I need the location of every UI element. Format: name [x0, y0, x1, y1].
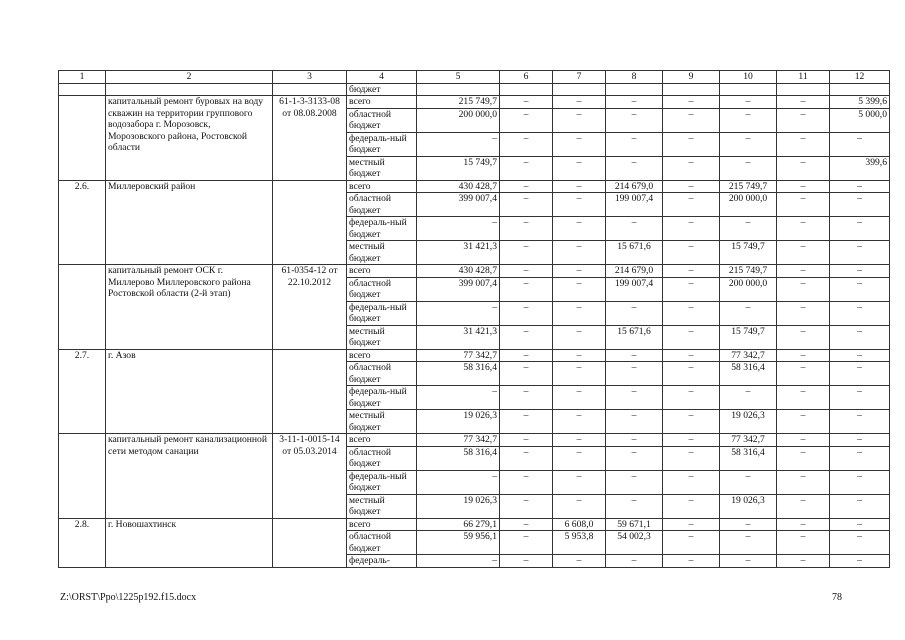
amount-cell: – — [663, 217, 720, 241]
amount-cell: – — [500, 108, 553, 132]
amount-cell: – — [553, 132, 606, 156]
amount-cell: – — [777, 555, 830, 568]
amount-cell: 54 002,3 — [606, 531, 663, 555]
amount-cell: – — [830, 434, 890, 447]
table-row — [59, 349, 890, 362]
amount-cell: – — [663, 531, 720, 555]
amount-cell: – — [830, 217, 890, 241]
amount-cell: – — [777, 96, 830, 109]
column-header: 6 — [500, 71, 553, 84]
amount-cell: – — [830, 301, 890, 325]
expertise-code-cell: 61-0354-12 от 22.10.2012 — [273, 265, 347, 350]
amount-cell: 77 342,7 — [417, 349, 500, 362]
funding-source-cell: местный бюджет — [347, 156, 417, 180]
amount-cell: – — [720, 132, 777, 156]
amount-cell: – — [500, 470, 553, 494]
amount-cell: – — [553, 470, 606, 494]
empty-cell — [830, 83, 890, 96]
amount-cell: – — [777, 241, 830, 265]
amount-cell: – — [663, 555, 720, 568]
amount-cell: – — [830, 362, 890, 386]
amount-cell: 200 000,0 — [720, 277, 777, 301]
amount-cell: – — [777, 446, 830, 470]
empty-cell — [553, 83, 606, 96]
amount-cell: – — [777, 531, 830, 555]
funding-source-cell: федераль-ный бюджет — [347, 132, 417, 156]
amount-cell: – — [606, 470, 663, 494]
amount-cell: – — [606, 410, 663, 434]
amount-cell: – — [830, 241, 890, 265]
table-row — [59, 265, 890, 278]
amount-cell: – — [606, 434, 663, 447]
amount-cell: – — [606, 349, 663, 362]
empty-cell — [606, 83, 663, 96]
funding-source-cell: всего — [347, 349, 417, 362]
amount-cell: – — [606, 217, 663, 241]
amount-cell: – — [663, 301, 720, 325]
amount-cell: – — [777, 108, 830, 132]
amount-cell: – — [777, 349, 830, 362]
amount-cell: – — [830, 193, 890, 217]
empty-cell — [663, 83, 720, 96]
amount-cell: 58 316,4 — [417, 362, 500, 386]
table-row — [59, 96, 890, 109]
amount-cell: – — [500, 386, 553, 410]
footer-file-path: Z:\ORST\Ppo\1225p192.f15.docx — [60, 592, 197, 603]
amount-cell: – — [553, 349, 606, 362]
funding-source-cell: местный бюджет — [347, 410, 417, 434]
page-number: 78 — [832, 592, 842, 603]
amount-cell: – — [777, 180, 830, 193]
amount-cell: 215 749,7 — [417, 96, 500, 109]
amount-cell: 199 007,4 — [606, 193, 663, 217]
amount-cell: – — [830, 325, 890, 349]
item-number-cell: 2.6. — [59, 180, 106, 265]
amount-cell: – — [663, 193, 720, 217]
amount-cell: 77 342,7 — [720, 349, 777, 362]
item-name-cell: капитальный ремонт ОСК г. Миллерово Миллеровского района Ростовской области (2-й этап) — [106, 265, 273, 350]
amount-cell: – — [500, 349, 553, 362]
amount-cell: – — [663, 265, 720, 278]
amount-cell: – — [417, 217, 500, 241]
amount-cell: – — [663, 386, 720, 410]
amount-cell: – — [553, 410, 606, 434]
funding-source-cell: федераль-ный бюджет — [347, 217, 417, 241]
amount-cell: – — [830, 518, 890, 531]
amount-cell: – — [663, 470, 720, 494]
amount-cell: – — [500, 217, 553, 241]
amount-cell: – — [830, 132, 890, 156]
amount-cell: 399 007,4 — [417, 193, 500, 217]
amount-cell: – — [553, 362, 606, 386]
amount-cell: – — [500, 132, 553, 156]
funding-source-cell: федераль-ный бюджет — [347, 386, 417, 410]
amount-cell: – — [500, 446, 553, 470]
amount-cell: – — [500, 410, 553, 434]
amount-cell: – — [553, 193, 606, 217]
amount-cell: – — [777, 362, 830, 386]
column-header: 1 — [59, 71, 106, 84]
amount-cell: – — [553, 555, 606, 568]
amount-cell: – — [720, 108, 777, 132]
amount-cell: 31 421,3 — [417, 241, 500, 265]
amount-cell: – — [553, 301, 606, 325]
amount-cell: 59 956,1 — [417, 531, 500, 555]
amount-cell: – — [830, 410, 890, 434]
amount-cell: – — [606, 446, 663, 470]
amount-cell: – — [663, 132, 720, 156]
empty-cell — [417, 83, 500, 96]
funding-source-cell: местный бюджет — [347, 494, 417, 518]
column-header: 12 — [830, 71, 890, 84]
amount-cell: – — [663, 349, 720, 362]
amount-cell: – — [500, 555, 553, 568]
amount-cell: – — [777, 156, 830, 180]
amount-cell: – — [500, 156, 553, 180]
funding-source-cell: всего — [347, 96, 417, 109]
empty-cell — [720, 83, 777, 96]
amount-cell: – — [417, 470, 500, 494]
amount-cell: – — [553, 265, 606, 278]
amount-cell: – — [830, 446, 890, 470]
item-number-cell: 2.8. — [59, 518, 106, 567]
table-row — [59, 518, 890, 531]
item-name-cell: г. Новошахтинск — [106, 518, 273, 567]
amount-cell: 19 026,3 — [720, 410, 777, 434]
amount-cell: – — [606, 494, 663, 518]
item-name-cell: капитальный ремонт канализационной сети методом санации — [106, 434, 273, 519]
column-header: 11 — [777, 71, 830, 84]
amount-cell: – — [663, 434, 720, 447]
amount-cell: – — [777, 265, 830, 278]
amount-cell: 31 421,3 — [417, 325, 500, 349]
amount-cell: 199 007,4 — [606, 277, 663, 301]
amount-cell: – — [553, 241, 606, 265]
funding-source-cell: всего — [347, 518, 417, 531]
expertise-code-cell — [273, 518, 347, 567]
amount-cell: – — [553, 386, 606, 410]
amount-cell: – — [553, 277, 606, 301]
amount-cell: – — [553, 446, 606, 470]
funding-source-cell: областной бюджет — [347, 362, 417, 386]
amount-cell: – — [830, 470, 890, 494]
funding-source-cell: бюджет — [347, 83, 417, 96]
amount-cell: 19 026,3 — [417, 494, 500, 518]
budget-table — [58, 70, 890, 568]
item-number-cell: 2.7. — [59, 349, 106, 434]
amount-cell: 6 608,0 — [553, 518, 606, 531]
amount-cell: – — [500, 434, 553, 447]
amount-cell: – — [777, 193, 830, 217]
amount-cell: – — [777, 217, 830, 241]
amount-cell: – — [663, 325, 720, 349]
amount-cell: – — [553, 217, 606, 241]
amount-cell: 15 749,7 — [417, 156, 500, 180]
funding-source-cell: федераль-ный бюджет — [347, 301, 417, 325]
amount-cell: – — [606, 386, 663, 410]
item-number-cell — [59, 265, 106, 350]
amount-cell: – — [830, 180, 890, 193]
amount-cell: – — [606, 108, 663, 132]
amount-cell: – — [663, 518, 720, 531]
item-number-cell — [59, 96, 106, 181]
expertise-code-cell — [273, 349, 347, 434]
amount-cell: – — [553, 180, 606, 193]
funding-source-cell: всего — [347, 434, 417, 447]
amount-cell: – — [500, 518, 553, 531]
header-row — [59, 71, 890, 84]
item-number-cell — [59, 434, 106, 519]
amount-cell: – — [777, 410, 830, 434]
amount-cell: – — [720, 518, 777, 531]
amount-cell: – — [663, 108, 720, 132]
amount-cell: – — [500, 362, 553, 386]
amount-cell: 66 279,1 — [417, 518, 500, 531]
amount-cell: 215 749,7 — [720, 265, 777, 278]
amount-cell: 5 953,8 — [553, 531, 606, 555]
amount-cell: – — [417, 386, 500, 410]
amount-cell: – — [830, 386, 890, 410]
empty-cell — [106, 83, 273, 96]
amount-cell: 15 749,7 — [720, 325, 777, 349]
amount-cell: – — [720, 386, 777, 410]
amount-cell: – — [777, 434, 830, 447]
amount-cell: – — [606, 555, 663, 568]
amount-cell: 15 671,6 — [606, 241, 663, 265]
amount-cell: – — [417, 555, 500, 568]
amount-cell: – — [417, 132, 500, 156]
item-name-cell: г. Азов — [106, 349, 273, 434]
amount-cell: – — [553, 156, 606, 180]
column-header: 7 — [553, 71, 606, 84]
amount-cell: – — [720, 156, 777, 180]
funding-source-cell: местный бюджет — [347, 241, 417, 265]
table-header — [59, 71, 890, 84]
column-header: 4 — [347, 71, 417, 84]
amount-cell: – — [777, 132, 830, 156]
amount-cell: 19 026,3 — [720, 494, 777, 518]
amount-cell: – — [663, 410, 720, 434]
amount-cell: – — [500, 241, 553, 265]
amount-cell: – — [830, 494, 890, 518]
amount-cell: – — [553, 108, 606, 132]
amount-cell: – — [500, 180, 553, 193]
amount-cell: – — [777, 494, 830, 518]
table-body — [59, 83, 890, 567]
expertise-code-cell — [273, 180, 347, 265]
funding-source-cell: местный бюджет — [347, 325, 417, 349]
amount-cell: – — [553, 494, 606, 518]
amount-cell: 58 316,4 — [720, 362, 777, 386]
funding-source-cell: областной бюджет — [347, 446, 417, 470]
amount-cell: – — [663, 156, 720, 180]
amount-cell: – — [606, 362, 663, 386]
amount-cell: 200 000,0 — [720, 193, 777, 217]
amount-cell: 15 749,7 — [720, 241, 777, 265]
amount-cell: – — [606, 156, 663, 180]
empty-cell — [273, 83, 347, 96]
amount-cell: – — [500, 193, 553, 217]
funding-source-cell: федераль- — [347, 555, 417, 568]
amount-cell: – — [720, 470, 777, 494]
empty-cell — [777, 83, 830, 96]
empty-cell — [59, 83, 106, 96]
amount-cell: 200 000,0 — [417, 108, 500, 132]
amount-cell: 399 007,4 — [417, 277, 500, 301]
amount-cell: – — [417, 301, 500, 325]
amount-cell: – — [500, 301, 553, 325]
expertise-code-cell: 61-1-3-3133-08 от 08.08.2008 — [273, 96, 347, 181]
amount-cell: – — [777, 277, 830, 301]
column-header: 8 — [606, 71, 663, 84]
amount-cell: – — [553, 434, 606, 447]
amount-cell: – — [777, 386, 830, 410]
amount-cell: – — [500, 531, 553, 555]
amount-cell: – — [500, 494, 553, 518]
funding-source-cell: областной бюджет — [347, 531, 417, 555]
column-header: 2 — [106, 71, 273, 84]
amount-cell: 430 428,7 — [417, 180, 500, 193]
amount-cell: 58 316,4 — [720, 446, 777, 470]
amount-cell: – — [663, 446, 720, 470]
amount-cell: 19 026,3 — [417, 410, 500, 434]
amount-cell: 214 679,0 — [606, 180, 663, 193]
item-name-cell: Миллеровский район — [106, 180, 273, 265]
amount-cell: – — [606, 301, 663, 325]
amount-cell: 215 749,7 — [720, 180, 777, 193]
column-header: 9 — [663, 71, 720, 84]
amount-cell: – — [663, 494, 720, 518]
table-row — [59, 83, 890, 96]
amount-cell: 77 342,7 — [417, 434, 500, 447]
amount-cell: 5 000,0 — [830, 108, 890, 132]
amount-cell: – — [720, 96, 777, 109]
funding-source-cell: областной бюджет — [347, 277, 417, 301]
amount-cell: – — [830, 265, 890, 278]
expertise-code-cell: 3-11-1-0015-14 от 05.03.2014 — [273, 434, 347, 519]
amount-cell: – — [500, 277, 553, 301]
column-header: 10 — [720, 71, 777, 84]
table-row — [59, 434, 890, 447]
amount-cell: 59 671,1 — [606, 518, 663, 531]
amount-cell: – — [606, 96, 663, 109]
amount-cell: – — [720, 301, 777, 325]
amount-cell: – — [500, 96, 553, 109]
amount-cell: – — [500, 325, 553, 349]
table-row — [59, 180, 890, 193]
amount-cell: – — [777, 325, 830, 349]
amount-cell: – — [777, 301, 830, 325]
amount-cell: – — [663, 241, 720, 265]
funding-source-cell: федераль-ный бюджет — [347, 470, 417, 494]
amount-cell: – — [830, 277, 890, 301]
amount-cell: 399,6 — [830, 156, 890, 180]
amount-cell: – — [777, 470, 830, 494]
column-header: 5 — [417, 71, 500, 84]
amount-cell: – — [500, 265, 553, 278]
funding-source-cell: областной бюджет — [347, 108, 417, 132]
amount-cell: – — [553, 325, 606, 349]
item-name-cell: капитальный ремонт буровых на воду скважин на территории группового водозабора г. Морозовск, Морозовского района, Ростовской области — [106, 96, 273, 181]
amount-cell: 15 671,6 — [606, 325, 663, 349]
amount-cell: – — [606, 132, 663, 156]
amount-cell: – — [777, 518, 830, 531]
amount-cell: – — [663, 96, 720, 109]
amount-cell: – — [830, 555, 890, 568]
funding-source-cell: всего — [347, 180, 417, 193]
amount-cell: – — [830, 349, 890, 362]
amount-cell: – — [663, 180, 720, 193]
amount-cell: 214 679,0 — [606, 265, 663, 278]
amount-cell: – — [663, 362, 720, 386]
amount-cell: – — [720, 531, 777, 555]
funding-source-cell: всего — [347, 265, 417, 278]
funding-source-cell: областной бюджет — [347, 193, 417, 217]
column-header: 3 — [273, 71, 347, 84]
amount-cell: – — [830, 531, 890, 555]
amount-cell: – — [720, 217, 777, 241]
amount-cell: 58 316,4 — [417, 446, 500, 470]
amount-cell: 430 428,7 — [417, 265, 500, 278]
empty-cell — [500, 83, 553, 96]
amount-cell: – — [720, 555, 777, 568]
amount-cell: – — [663, 277, 720, 301]
amount-cell: – — [553, 96, 606, 109]
amount-cell: 77 342,7 — [720, 434, 777, 447]
amount-cell: 5 399,6 — [830, 96, 890, 109]
